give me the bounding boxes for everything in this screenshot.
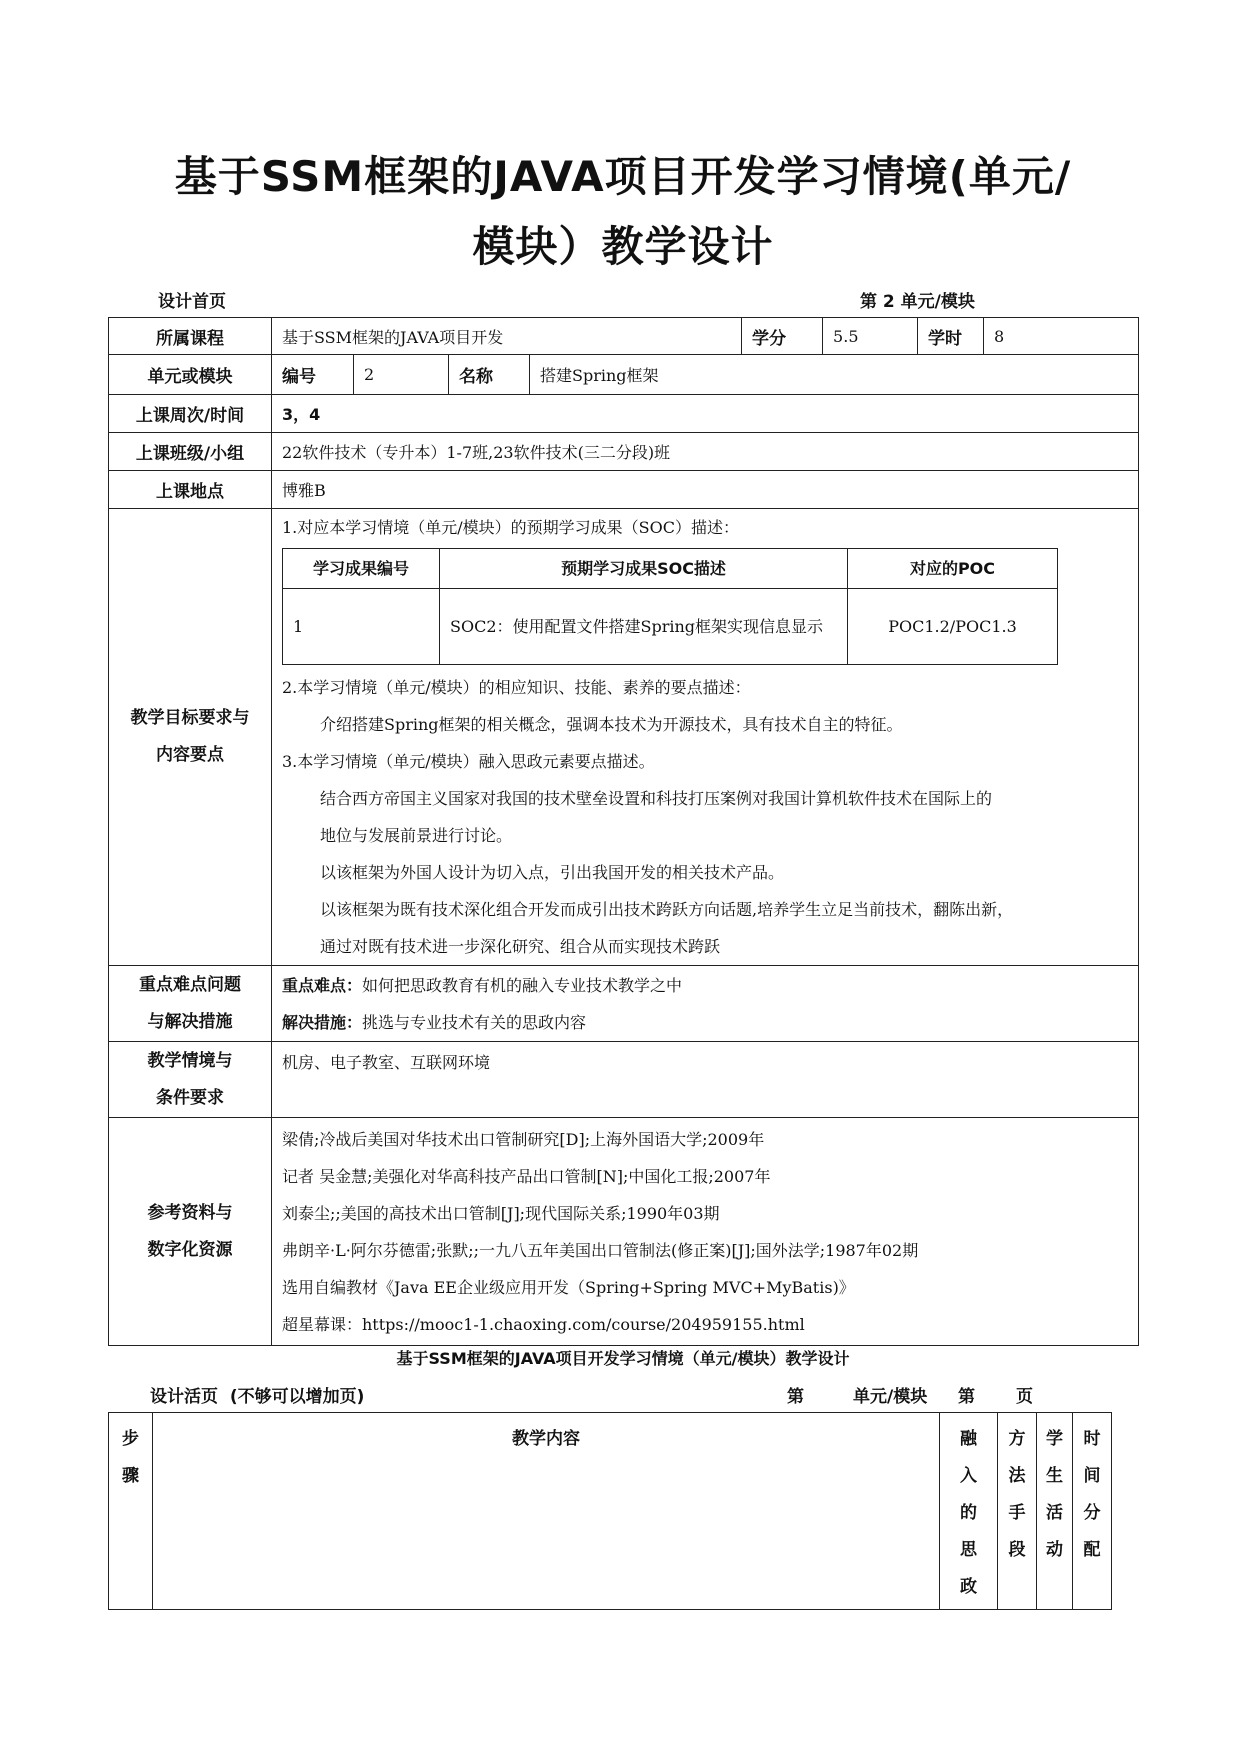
env-value: 机房、电子教室、互联网环境 [272, 1042, 1139, 1118]
col-student-text: 学生活动 [1046, 1429, 1063, 1560]
col-ideology [940, 1413, 998, 1610]
week-row [109, 395, 1139, 433]
week-value: 3，4 [272, 395, 1139, 433]
goals-label-line-2: 内容要点 [156, 745, 224, 765]
soc-header-poc: 对应的POC [848, 549, 1058, 589]
col-time [1073, 1413, 1112, 1610]
credit-label: 学分 [742, 318, 823, 355]
solution-label: 解决措施： [282, 1012, 363, 1032]
unit-label: 单元或模块 [109, 355, 272, 395]
course-label: 所属课程 [109, 318, 272, 355]
class-label: 上课班级/小组 [109, 433, 272, 471]
ref-item: 选用自编教材《Java EE企业级应用开发（Spring+Spring MVC+MyBatis)》 [282, 1277, 855, 1297]
location-row [109, 471, 1139, 509]
course-row [109, 318, 1139, 355]
activity-page-num-label: 页 [1016, 1387, 1033, 1407]
ref-list [272, 1118, 1139, 1346]
hours-value: 8 [984, 318, 1139, 355]
goals-p3-line-4: 以该框架为既有技术深化组合开发而成引出技术跨跃方向话题,培养学生立足当前技术，翻陈出新， [320, 900, 1014, 919]
soc-header-id: 学习成果编号 [283, 549, 440, 589]
key-content [272, 966, 1139, 1042]
soc-row [283, 589, 1058, 665]
goals-p2-title: 2.本学习情境（单元/模块）的相应知识、技能、素养的要点描述： [282, 678, 751, 697]
hours-label: 学时 [918, 318, 984, 355]
col-student [1037, 1413, 1073, 1610]
document-title [108, 142, 1138, 282]
goals-p3-line-5: 通过对既有技术进一步深化研究、组合从而实现技术跨跃 [320, 937, 721, 956]
goals-row [109, 509, 1139, 966]
number-value: 2 [354, 355, 449, 395]
credit-value: 5.5 [823, 318, 918, 355]
number-label: 编号 [272, 355, 354, 395]
soc-table [282, 548, 1058, 665]
ref-label [109, 1118, 272, 1346]
activity-page-label: 设计活页 (不够可以增加页) [150, 1387, 365, 1407]
activity-header-row [109, 1413, 1112, 1610]
key-row [109, 966, 1139, 1042]
cover-page-label: 设计首页 [158, 292, 226, 312]
key-point-value: 如何把思政教育有机的融入专业技术教学之中 [362, 975, 683, 995]
env-label [109, 1042, 272, 1118]
ref-item-link[interactable]: 超星幕课：https://mooc1-1.chaoxing.com/course/204959155.html [282, 1314, 805, 1334]
unit-number-label: 第 2 单元/模块 [860, 292, 975, 312]
ref-item: 梁倩;冷战后美国对华技术出口管制研究[D];上海外国语大学;2009年 [282, 1129, 765, 1149]
course-value: 基于SSM框架的JAVA项目开发 [272, 318, 742, 355]
soc-poc: POC1.2/POC1.3 [848, 589, 1058, 665]
goals-p3-title: 3.本学习情境（单元/模块）融入思政元素要点描述。 [282, 752, 655, 771]
soc-desc: SOC2：使用配置文件搭建Spring框架实现信息显示 [440, 589, 848, 665]
key-label [109, 966, 272, 1042]
solution-value: 挑选与专业技术有关的思政内容 [362, 1012, 587, 1032]
ref-item: 记者 吴金慧;美强化对华高科技产品出口管制[N];中国化工报;2007年 [282, 1166, 771, 1186]
soc-header-desc: 预期学习成果SOC描述 [440, 549, 848, 589]
ref-row [109, 1118, 1139, 1346]
ref-label-line-1: 参考资料与 [147, 1202, 233, 1223]
location-label: 上课地点 [109, 471, 272, 509]
col-ideology-text: 融入的思政 [960, 1429, 977, 1597]
goals-content [272, 509, 1139, 966]
goals-intro: 1.对应本学习情境（单元/模块）的预期学习成果（SOC）描述： [282, 518, 739, 537]
title-line-2: 模块）教学设计 [472, 222, 774, 271]
col-steps-text: 步骤 [122, 1429, 139, 1486]
ref-label-line-2: 数字化资源 [147, 1239, 233, 1260]
activity-di2-label: 第 [958, 1387, 975, 1407]
key-point-label: 重点难点： [282, 975, 363, 995]
key-label-line-1: 重点难点问题 [139, 974, 241, 995]
goals-p3-line-2: 地位与发展前景进行讨论。 [320, 826, 513, 845]
ref-item: 弗朗辛·L·阿尔芬德雷;张默;;一九八五年美国出口管制法(修正案)[J];国外法学;1987年02期 [282, 1240, 919, 1260]
cover-table [108, 317, 1139, 1346]
class-row [109, 433, 1139, 471]
goals-p2-body: 介绍搭建Spring框架的相关概念，强调本技术为开源技术，具有技术自主的特征。 [320, 715, 903, 734]
goals-label [109, 509, 272, 966]
col-time-text: 时间分配 [1083, 1429, 1101, 1560]
ref-item: 刘泰尘;;美国的高技术出口管制[J];现代国际关系;1990年03期 [282, 1203, 720, 1223]
location-value: 博雅B [272, 471, 1139, 509]
env-label-line-2: 条件要求 [156, 1087, 224, 1108]
goals-p3-line-1: 结合西方帝国主义国家对我国的技术壁垒设置和科技打压案例对我国计算机软件技术在国际上的 [320, 789, 993, 808]
col-methods [998, 1413, 1037, 1610]
activity-di-label: 第 [787, 1387, 804, 1407]
week-label: 上课周次/时间 [109, 395, 272, 433]
activity-unit-label: 单元/模块 [853, 1387, 928, 1407]
class-value: 22软件技术（专升本）1-7班,23软件技术(三二分段)班 [272, 433, 1139, 471]
col-methods-text: 方法手段 [1008, 1429, 1026, 1560]
env-row [109, 1042, 1139, 1118]
unit-row [109, 355, 1139, 395]
title-line-1: 基于SSM框架的JAVA项目开发学习情境(单元/ [174, 152, 1072, 201]
name-label: 名称 [449, 355, 530, 395]
key-label-line-2: 与解决措施 [147, 1011, 233, 1032]
env-label-line-1: 教学情境与 [147, 1050, 233, 1071]
activity-table [108, 1412, 1112, 1610]
goals-p3-line-3: 以该框架为外国人设计为切入点，引出我国开发的相关技术产品。 [320, 863, 785, 882]
col-content: 教学内容 [153, 1413, 940, 1610]
goals-label-line-1: 教学目标要求与 [130, 708, 250, 728]
name-value: 搭建Spring框架 [530, 355, 1139, 395]
activity-title: 基于SSM框架的JAVA项目开发学习情境（单元/模块）教学设计 [396, 1349, 850, 1368]
soc-id: 1 [283, 589, 440, 665]
col-steps [109, 1413, 153, 1610]
